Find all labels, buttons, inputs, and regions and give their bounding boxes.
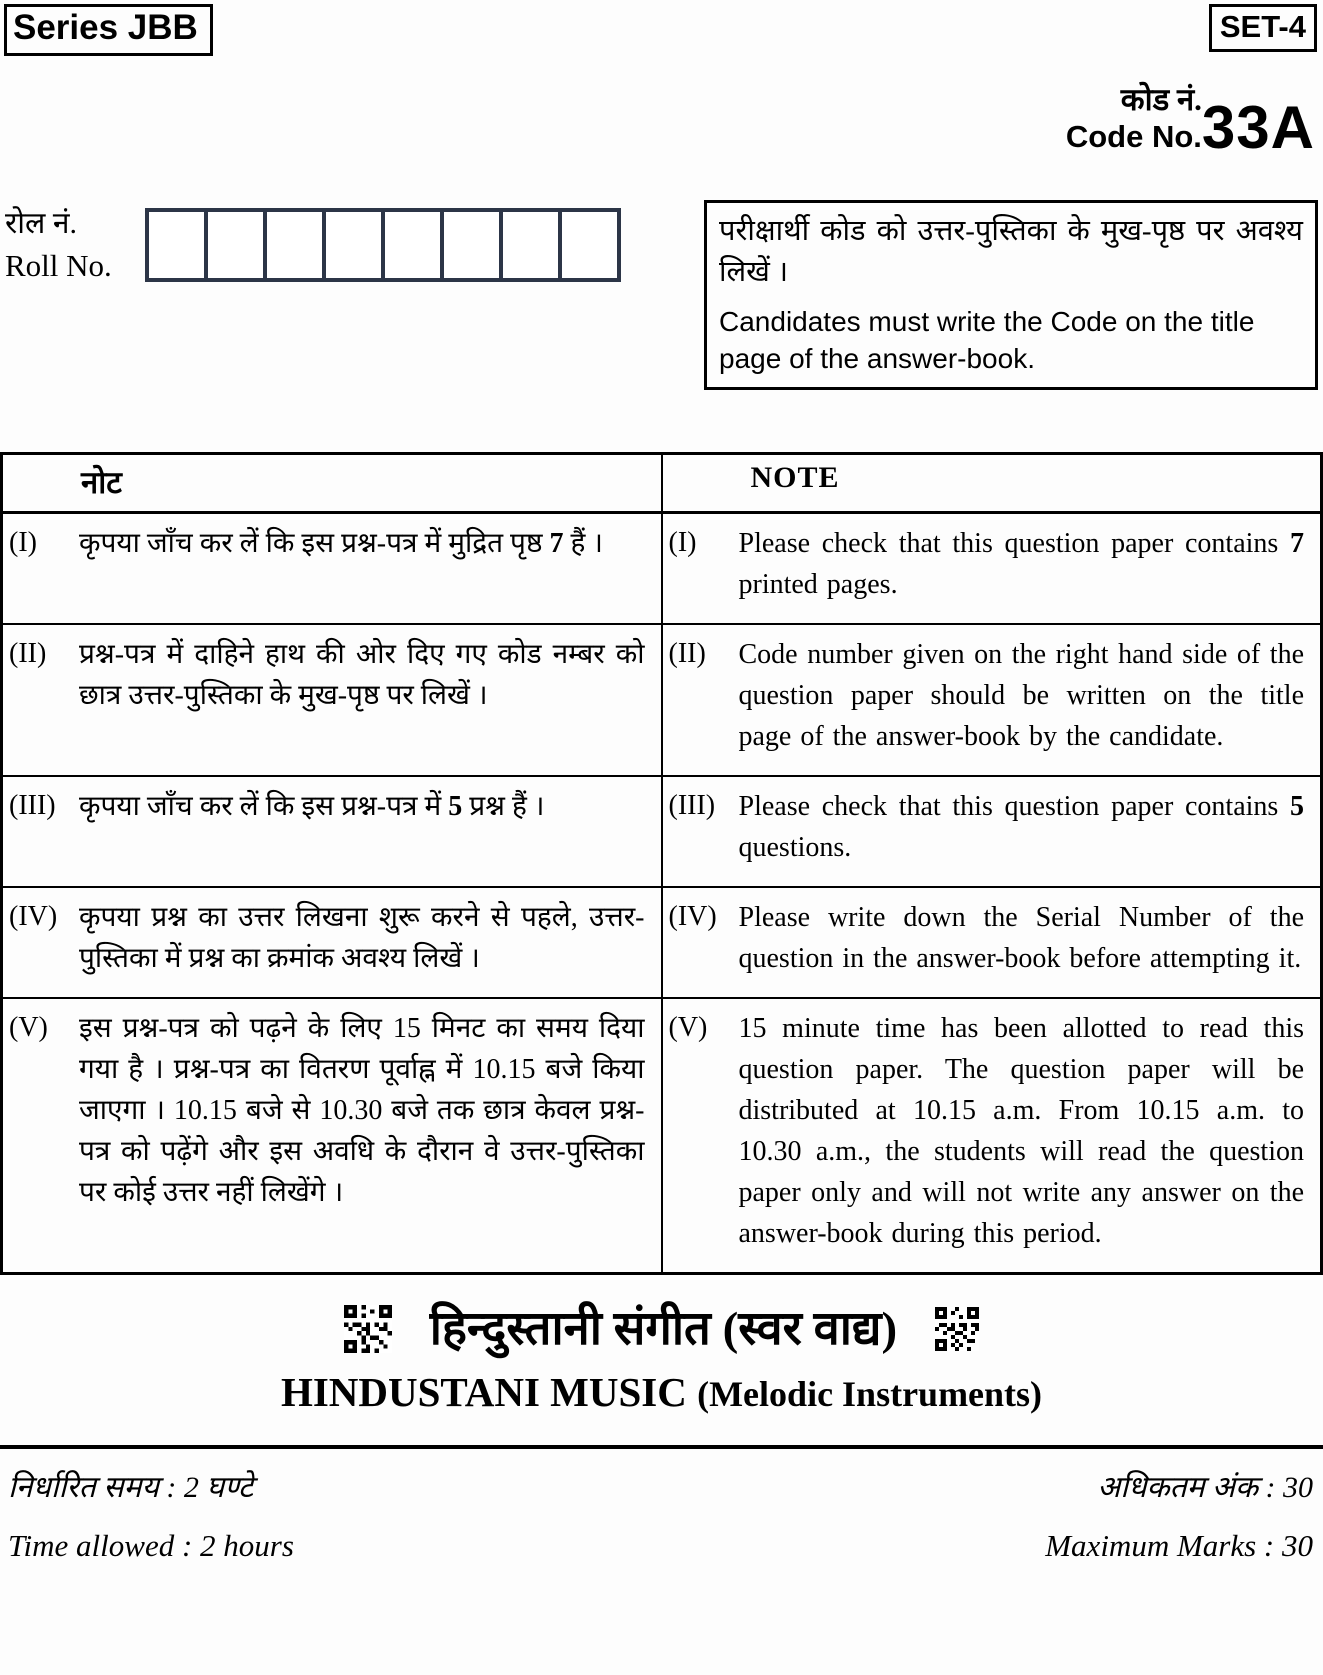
roll-number-box (204, 208, 267, 282)
candidate-note-box (704, 200, 1318, 390)
roll-number-box (322, 208, 385, 282)
qr-code-icon (344, 1305, 392, 1353)
roll-number-box (263, 208, 326, 282)
note-text-english: 15 minute time has been allotted to read this question paper. The question paper will be distributed at 10.15 a.m. From 10.15 a.m. to 10.30 a.m., the students will read the question paper only and will not write any answer on the answer-book during this period. (738, 1013, 1304, 1249)
note-row-number: (II) (668, 638, 706, 669)
roll-number-box (558, 208, 621, 282)
maximum-marks-block (1045, 1465, 1313, 1564)
note-text-hindi: प्रश्न-पत्र में दाहिने हाथ की ओर दिए गए कोड नम्बर को छात्र उत्तर-पुस्तिका के मुख-पृष्ठ पर लिखें । (79, 639, 645, 711)
code-label-hindi: कोड नं. (1120, 82, 1202, 117)
note-text-hindi: कृपया प्रश्न का उत्तर लिखना शुरू करने से पहले, उत्तर-पुस्तिका में प्रश्न का क्रमांक अवश्य लिखें । (79, 902, 645, 974)
set-badge: SET-4 (1209, 4, 1317, 52)
note-row-number: (V) (9, 1012, 48, 1043)
note-row-3 (2, 776, 1322, 887)
note-table-header-row (2, 454, 1322, 513)
top-bar (0, 0, 1323, 56)
time-allowed-english: Time allowed : 2 hours (8, 1528, 294, 1563)
footer (0, 1449, 1323, 1564)
note-row-number: (I) (668, 527, 697, 558)
subject-title-hindi: हिन्दुस्तानी संगीत (स्वर वाद्य) (429, 1303, 898, 1355)
note-text-hindi: कृपया जाँच कर लें कि इस प्रश्न-पत्र में मुद्रित पृष्ठ 7 हैं । (79, 528, 603, 559)
note-row-5 (2, 998, 1322, 1274)
qr-code-icon (935, 1307, 979, 1351)
series-badge: Series JBB (4, 4, 213, 56)
note-text-english: Code number given on the right hand side of the question paper should be written on the title page of the answer-book by the candidate. (738, 639, 1304, 752)
maximum-marks-english: Maximum Marks : 30 (1045, 1528, 1313, 1563)
note-header-hindi: नोट (2, 454, 662, 513)
subject-title-english: HINDUSTANI MUSIC (Melodic Instruments) (280, 1369, 1043, 1415)
note-row-4 (2, 887, 1322, 998)
roll-label-english: Roll No. (5, 248, 112, 283)
code-labels (1066, 82, 1202, 156)
roll-number-label (5, 200, 137, 288)
time-allowed-block (8, 1465, 294, 1564)
time-allowed-hindi: निर्धारित समय : 2 घण्टे (8, 1471, 254, 1504)
note-text-hindi: इस प्रश्न-पत्र को पढ़ने के लिए 15 मिनट का समय दिया गया है । प्रश्न-पत्र का वितरण पूर्वाह्न में 10.15 बजे किया जाएगा । 10.15 बजे से 10.30 बजे तक छात्र केवल प्रश्न-पत्र को पढ़ेंगे और इस अवधि के दौरान वे उत्तर-पुस्तिका पर कोई उत्तर नहीं लिखेंगे । (79, 1013, 645, 1208)
code-number-value: 33A (1201, 94, 1315, 161)
code-number-block (0, 82, 1315, 161)
roll-number-box (499, 208, 562, 282)
candidate-note-hindi: परीक्षार्थी कोड को उत्तर-पुस्तिका के मुख-पृष्ठ पर अवश्य लिखें । (719, 215, 1303, 288)
roll-label-hindi: रोल नं. (5, 207, 78, 240)
note-row-number: (III) (668, 790, 716, 821)
roll-number-box (145, 208, 208, 282)
note-row-1 (2, 513, 1322, 625)
maximum-marks-hindi: अधिकतम अंक : 30 (1097, 1471, 1313, 1504)
roll-number-row (0, 200, 1323, 390)
note-table (0, 452, 1323, 1275)
candidate-note-english: Candidates must write the Code on the title page of the answer-book. (719, 306, 1255, 374)
note-row-number: (I) (9, 527, 37, 558)
code-label-english: Code No. (1065, 119, 1202, 154)
note-row-number: (III) (9, 790, 56, 821)
note-header-english: NOTE (662, 454, 1322, 513)
subject-title-row (0, 1299, 1323, 1359)
note-text-english: Please check that this question paper contains 7 printed pages. (738, 528, 1304, 600)
roll-number-box (440, 208, 503, 282)
roll-number-boxes (145, 208, 621, 282)
note-text-english: Please write down the Serial Number of the question in the answer-book before attempting it. (738, 902, 1304, 974)
note-row-number: (IV) (668, 901, 717, 932)
note-row-2 (2, 624, 1322, 776)
note-row-number: (IV) (9, 901, 58, 932)
note-text-hindi: कृपया जाँच कर लें कि इस प्रश्न-पत्र में 5 प्रश्न हैं । (79, 791, 545, 822)
note-row-number: (V) (668, 1012, 708, 1043)
note-text-english: Please check that this question paper contains 5 questions. (738, 791, 1304, 863)
note-row-number: (II) (9, 638, 47, 669)
roll-number-box (381, 208, 444, 282)
